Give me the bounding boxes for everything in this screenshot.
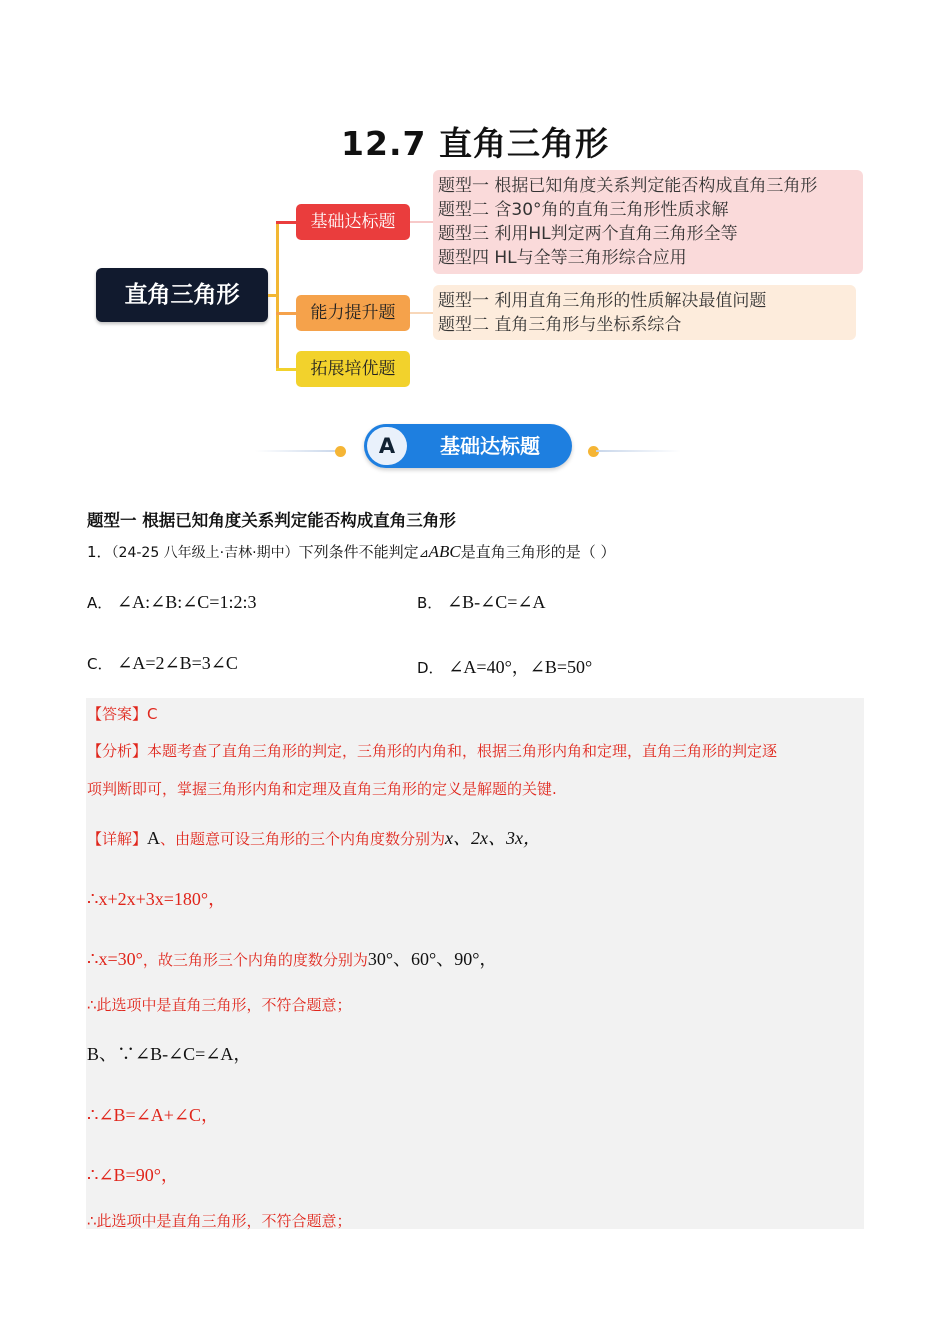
option-c-key: C． bbox=[87, 655, 113, 673]
answer-tag: 【答案】 bbox=[87, 705, 148, 723]
basic-type-3: 题型三 利用HL判定两个直角三角形全等 bbox=[438, 224, 738, 244]
b-step-2-math: ∴∠B=90°， bbox=[87, 1165, 179, 1185]
option-a-math: ∠A:∠B:∠C=1:2:3 bbox=[117, 592, 257, 612]
b-line-math: B、∵∠B-∠C=∠A， bbox=[87, 1044, 252, 1064]
category-ability: 能力提升题 bbox=[296, 295, 410, 331]
mindmap-root-node: 直角三角形 bbox=[96, 268, 268, 322]
b-step-2 bbox=[87, 1161, 179, 1187]
basic-type-4: 题型四 HL与全等三角形综合应用 bbox=[438, 248, 687, 268]
step-2-values: 30°、60°、90°， bbox=[367, 949, 498, 969]
triangle-name: ABC bbox=[428, 542, 461, 561]
option-a bbox=[87, 592, 256, 613]
mindmap-connector-ability bbox=[410, 312, 433, 314]
triangle-symbol: ⊿ bbox=[418, 546, 429, 560]
mindmap-connector-basic bbox=[410, 221, 433, 223]
mindmap-branch-vertical bbox=[276, 222, 279, 370]
page-title: 12.7 直角三角形 bbox=[341, 124, 609, 163]
question-type-heading: 题型一 根据已知角度关系判定能否构成直角三角形 bbox=[87, 511, 456, 530]
basic-type-2: 题型二 含30°角的直角三角形性质求解 bbox=[438, 200, 729, 220]
b-step-1 bbox=[87, 1101, 219, 1127]
analysis-tag: 【分析】 bbox=[87, 742, 148, 760]
question-text-after: 是直角三角形的是（ ） bbox=[460, 543, 616, 561]
analysis-text-1: 本题考查了直角三角形的判定，三角形的内角和，根据三角形内角和定理，直角三角形的判定逐 bbox=[147, 742, 778, 760]
ability-type-1: 题型一 利用直角三角形的性质解决最值问题 bbox=[438, 291, 767, 311]
option-c-math: ∠A=2∠B=3∠C bbox=[117, 653, 238, 673]
section-letter: A bbox=[367, 427, 407, 465]
category-basic: 基础达标题 bbox=[296, 204, 410, 240]
step-1-math: ∴x+2x+3x=180°， bbox=[87, 889, 227, 909]
question-number: 1． bbox=[87, 543, 112, 561]
analysis-line-1 bbox=[87, 740, 777, 761]
b-step-1-math: ∴∠B=∠A+∠C， bbox=[87, 1105, 220, 1125]
banner-line-left bbox=[255, 450, 340, 452]
mindmap-branch-basic bbox=[276, 221, 296, 224]
mindmap-branch-extend bbox=[276, 368, 296, 371]
option-d-key: D． bbox=[417, 659, 444, 677]
answer-value: C bbox=[147, 705, 158, 723]
category-extend: 拓展培优题 bbox=[296, 351, 410, 387]
option-c bbox=[87, 653, 238, 674]
mindmap-branch-ability bbox=[276, 312, 296, 315]
step-2-math: ∴x=30° bbox=[87, 949, 143, 969]
option-d bbox=[417, 653, 592, 679]
section-label: 基础达标题 bbox=[440, 434, 540, 458]
step-3: ∴此选项中是直角三角形，不符合题意； bbox=[87, 996, 352, 1014]
option-b-key: B． bbox=[417, 594, 443, 612]
detail-line bbox=[87, 824, 541, 850]
option-b bbox=[417, 592, 545, 613]
question-source: （24-25 八年级上·吉林·期中） bbox=[111, 545, 299, 561]
banner-line-right bbox=[596, 450, 681, 452]
answer-line bbox=[87, 703, 158, 724]
step-2 bbox=[87, 945, 497, 971]
detail-a-prefix: A bbox=[147, 828, 161, 848]
analysis-line-2: 项判断即可，掌握三角形内角和定理及直角三角形的定义是解题的关键. bbox=[87, 780, 557, 798]
detail-a-text: 、由题意可设三角形的三个内角度数分别为 bbox=[160, 830, 446, 848]
basic-types-box bbox=[433, 170, 863, 274]
question-1 bbox=[87, 541, 616, 562]
banner-dot-left bbox=[335, 446, 346, 457]
detail-tag: 【详解】 bbox=[87, 830, 148, 848]
step-2-text: ，故三角形三个内角的度数分别为 bbox=[142, 951, 368, 969]
ability-type-2: 题型二 直角三角形与坐标系综合 bbox=[438, 315, 682, 335]
detail-a-vars: x、2x、3x， bbox=[445, 828, 541, 848]
option-d-math: ∠A=40°，∠B=50° bbox=[448, 657, 593, 677]
step-1 bbox=[87, 885, 226, 911]
question-text-before: 下列条件不能判定 bbox=[298, 543, 419, 561]
option-b-math: ∠B-∠C=∠A bbox=[447, 592, 546, 612]
basic-type-1: 题型一 根据已知角度关系判定能否构成直角三角形 bbox=[438, 176, 818, 196]
ability-types-box bbox=[433, 285, 856, 340]
b-line bbox=[87, 1040, 251, 1066]
b-step-3: ∴此选项中是直角三角形，不符合题意； bbox=[87, 1212, 352, 1230]
option-a-key: A． bbox=[87, 594, 113, 612]
